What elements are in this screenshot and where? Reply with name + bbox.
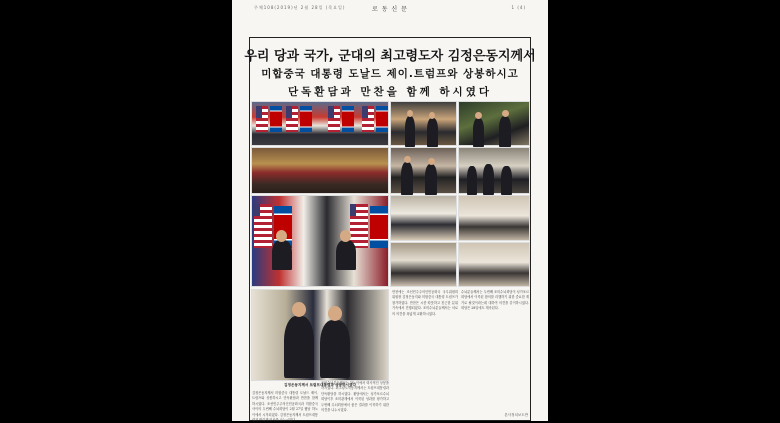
article-col-4: 수뇌분들께서는 두번째 조미수뇌회담이 싱가포르회담에서 이룩된 합의를 리행하기 위한 중요한 계기로 될것이라는데 대하여 의견을 같이하시였다. 회담은 28일에도 계속된다. [461, 290, 529, 311]
photo-dinner-room-2 [458, 195, 530, 241]
article-col-2b: 조미수뇌분들께서는 하노이에서 력사적인 상봉을 하시였다. 최고령도자동지께서는 트럼프대통령과 단독환담을 하시였다. 환담에서는 싱가포르수뇌회담이후 조미관계에서 이룩된 성과를 평가하고 두번째 수뇌회담에서 좋은 결과를 이룩하기 위한 의견을 나누시였다. [321, 381, 389, 413]
byline: 본사정치보도반 [504, 413, 528, 417]
photo-delegation [458, 147, 530, 194]
newspaper-page [232, 0, 548, 421]
article-col-1b: 김정은동지께서 미합중국 대통령 도날드 제이.트럼프와 상봉하시고 단독환담과 만찬을 함께 하시였다. 조선민주주의인민공화국과 미합중국사이의 두번째 수뇌회담이 2월 27일 윁남 하노이에서 시작되였다. 김정은동지께서 트럼프대통령과 반갑게 인사를 나누시였다. [252, 391, 318, 423]
photo-walking-group [390, 101, 457, 146]
masthead-name: 로 동 신 문 [372, 6, 408, 13]
masthead-number: 1 (4) [511, 5, 526, 10]
photo-dinner-table-flags [251, 195, 389, 287]
headline-line1: 우리 당과 국가, 군대의 최고령도자 김정은동지께서 [244, 49, 536, 64]
masthead [232, 4, 548, 14]
photo-caption: 김정은동지께서 트럼프대통령과 상봉하시였다 [284, 383, 356, 387]
photo-handshake-flags-wide [251, 101, 389, 146]
masthead-date: 주체108(2019)년 2월 28일 (목요일) [254, 5, 346, 10]
photo-group-banquet [251, 147, 389, 194]
photo-dinner-room-1 [390, 195, 457, 241]
photo-dinner-room-3 [390, 242, 457, 287]
photo-leaders-standing [458, 101, 530, 146]
photo-leaders-handshake-large [251, 289, 389, 381]
article-col-3: 만찬에는 조선민주주의인민공화국 국무위원회 위원장 김정은동지와 미합중국 대통령 트럼프가 참가하였다. 만찬은 시종 따뜻하고 친근한 분위기속에서 진행되였다. 조미수뇌분들께서는 서로의 의견을 폭넓게 교환하시였다. [392, 290, 458, 316]
photo-talk-standing [390, 147, 457, 194]
headline-line3: 단독환담과 만찬을 함께 하시였다 [288, 86, 492, 98]
headline-line2: 미합중국 대통령 도날드 제이.트럼프와 상봉하시고 [261, 68, 519, 80]
photo-dinner-room-4 [458, 242, 530, 287]
